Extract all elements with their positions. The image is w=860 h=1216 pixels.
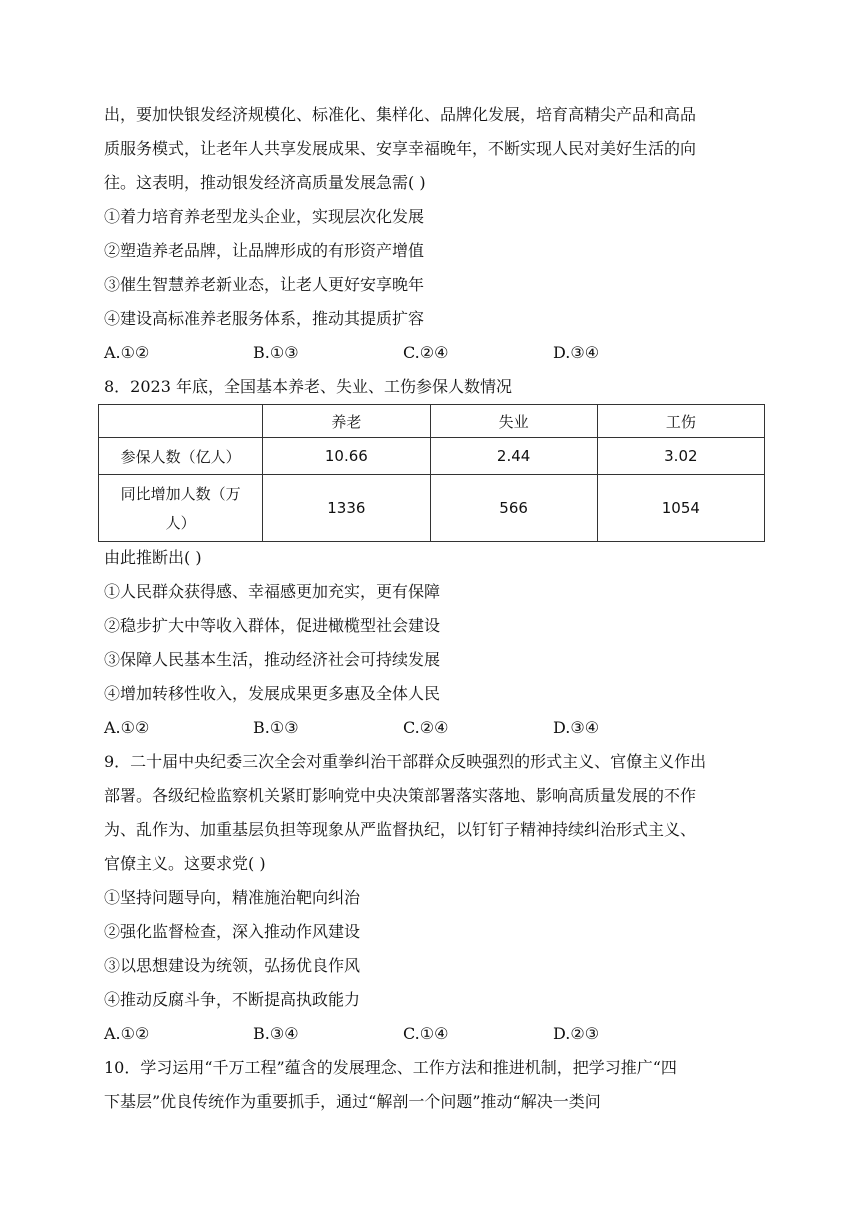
q8-option-c: C.②④ [403, 718, 449, 737]
q8-option-d: D.③④ [553, 718, 600, 737]
q7-option-c: C.②④ [403, 343, 449, 362]
q7-option-b: B.①③ [253, 343, 299, 362]
table-header-unemployment: 失业 [430, 405, 597, 438]
q9-item-4: ④推动反腐斗争，不断提高执政能力 [104, 990, 361, 1009]
q9-option-a: A.①② [104, 1024, 150, 1043]
q8-option-a: A.①② [104, 718, 150, 737]
q7-line-2: 质服务模式，让老年人共享发展成果、安享幸福晚年，不断实现人民对美好生活的向 [104, 139, 697, 158]
table-cell: 1336 [263, 475, 430, 542]
q7-line-1: 出，要加快银发经济规模化、标准化、集样化、品牌化发展，培育高精尖产品和高品 [104, 105, 697, 124]
q9-line-2: 部署。各级纪检监察机关紧盯影响党中央决策部署落实落地、影响高质量发展的不作 [104, 786, 697, 805]
q8-option-b: B.①③ [253, 718, 299, 737]
table-header-pension: 养老 [263, 405, 430, 438]
table-row-label: 参保人数（亿人） [99, 438, 263, 475]
q7-item-1: ①着力培育养老型龙头企业，实现层次化发展 [104, 207, 425, 226]
table-cell: 10.66 [263, 438, 430, 475]
q8-item-2: ②稳步扩大中等收入群体，促进橄榄型社会建设 [104, 616, 441, 635]
q7-item-2: ②塑造养老品牌，让品牌形成的有形资产增值 [104, 241, 425, 260]
q9-line-1: 9．二十届中央纪委三次全会对重拳纠治干部群众反映强烈的形式主义、官僚主义作出 [104, 752, 707, 771]
q7-item-3: ③催生智慧养老新业态，让老人更好安享晚年 [104, 275, 425, 294]
q8-item-1: ①人民群众获得感、幸福感更加充实，更有保障 [104, 582, 441, 601]
q7-line-3: 往。这表明，推动银发经济高质量发展急需( ) [104, 173, 426, 192]
q8-item-4: ④增加转移性收入，发展成果更多惠及全体人民 [104, 684, 441, 703]
insurance-table [98, 404, 765, 542]
q7-option-a: A.①② [104, 343, 150, 362]
q9-line-3: 为、乱作为、加重基层负担等现象从严监督执纪，以钉钉子精神持续纠治形式主义、 [104, 820, 697, 839]
table-row [99, 475, 765, 542]
table-row [99, 438, 765, 475]
q9-option-c: C.①④ [403, 1024, 449, 1043]
table-cell: 2.44 [430, 438, 597, 475]
q7-option-d: D.③④ [553, 343, 600, 362]
q9-item-1: ①坚持问题导向，精准施治靶向纠治 [104, 888, 361, 907]
q10-line-1: 10．学习运用“千万工程”蕴含的发展理念、工作方法和推进机制，把学习推广“四 [104, 1058, 677, 1077]
q9-item-3: ③以思想建设为统领，弘扬优良作风 [104, 956, 361, 975]
q9-option-d: D.②③ [553, 1024, 600, 1043]
q10-line-2: 下基层”优良传统作为重要抓手，通过“解剖一个问题”推动“解决一类问 [104, 1092, 601, 1111]
q9-item-2: ②强化监督检查，深入推动作风建设 [104, 922, 361, 941]
table-cell: 3.02 [597, 438, 764, 475]
table-cell: 566 [430, 475, 597, 542]
q9-line-4: 官僚主义。这要求党( ) [104, 854, 266, 873]
table-row-label-line-2: 人） [165, 514, 196, 532]
q9-option-b: B.③④ [253, 1024, 299, 1043]
table-cell: 1054 [597, 475, 764, 542]
q8-stem: 8．2023 年底，全国基本养老、失业、工伤参保人数情况 [104, 377, 512, 396]
table-row-label [99, 475, 263, 542]
table-header-injury: 工伤 [597, 405, 764, 438]
q8-after: 由此推断出( ) [104, 548, 202, 567]
table-header-row [99, 405, 765, 438]
q7-item-4: ④建设高标准养老服务体系，推动其提质扩容 [104, 309, 425, 328]
q8-item-3: ③保障人民基本生活，推动经济社会可持续发展 [104, 650, 441, 669]
table-header-empty [99, 405, 263, 438]
table-row-label-line-1: 同比增加人数（万 [120, 485, 241, 503]
